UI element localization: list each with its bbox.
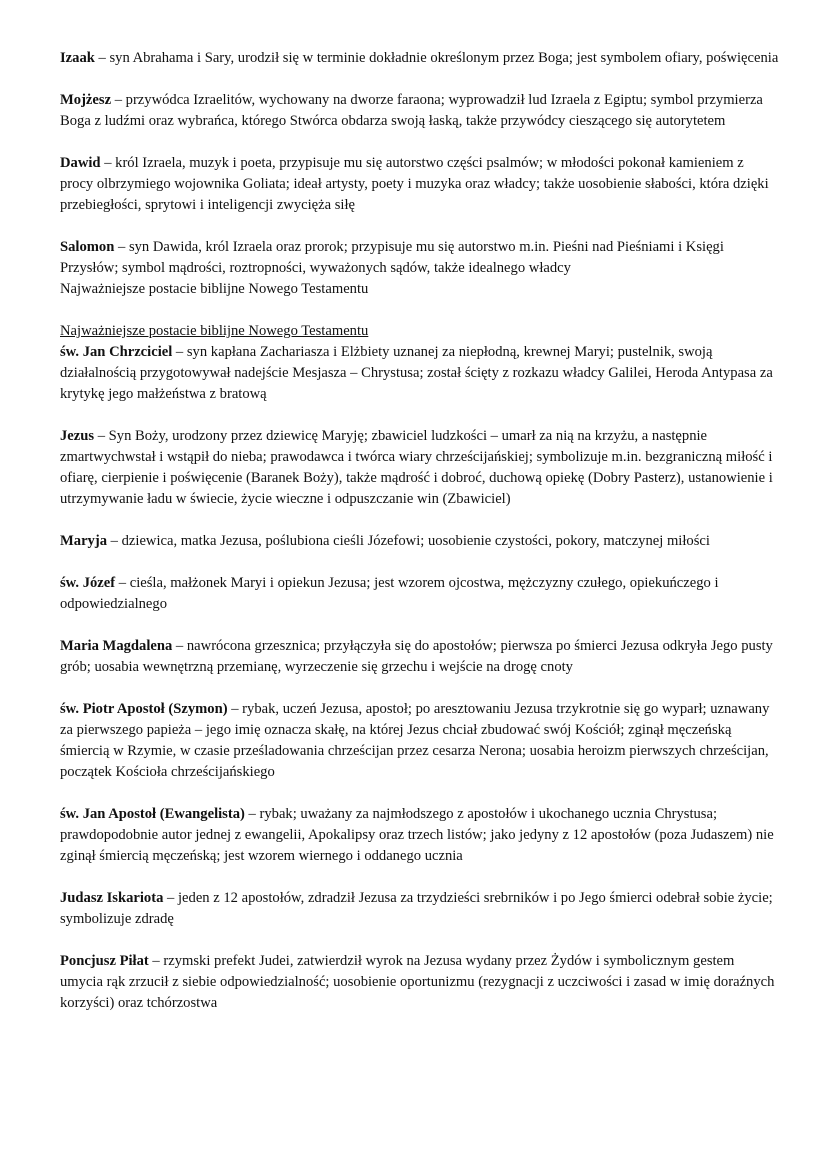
entry-judasz [60,888,780,930]
entry-name: św. Jan Chrzciciel [60,344,173,360]
entry-name: Dawid [60,155,101,171]
entry-description: – syn Abrahama i Sary, urodził się w terminie dokładnie określonym przez Boga; jest symbolem ofiary, poświęcenia [94,50,779,66]
entry-name: św. Józef [60,575,116,591]
entry-piotr-apostol [60,699,780,783]
entry-description: – Syn Boży, urodzony przez dziewicę Maryję; zbawiciel ludzkości – umarł za nią na krzyżu, a następnie zmartwychwstał i wstąpił do nieba; prawodawca i twórca wiary chrześcijańskiej; symbolizuje m.in. bezgraniczną miłość i ofiarę, cierpienie i poświęcenie (Baranek Boży), także mądrość i dobroć, duchową opiekę (Dobry Pasterz), ustanowienie i utrzymywanie ładu w świecie, życie wieczne i odpuszczanie win (Zbawiciel) [60,428,773,507]
entry-name: św. Piotr Apostoł (Szymon) [60,701,228,717]
document-page [60,48,780,1035]
section-heading-new-testament [60,321,780,342]
entry-description: – przywódca Izraelitów, wychowany na dworze faraona; wyprowadził lud Izraela z Egiptu; symbol przymierza Boga z ludźmi oraz wybrańca, którego Stwórca obdarza swoją łaską, także przywódcy cieszącego się autorytetem [60,92,763,129]
entry-description: – syn kapłana Zachariasza i Elżbiety uznanej za niepłodną, krewnej Maryi; pustelnik, swoją działalnością przygotowywał nadejście Mesjasza – Chrystusa; został ścięty z rozkazu władcy Galilei, Heroda Antypasa za krytykę jego małżeństwa z bratową [60,344,773,402]
entry-description: – król Izraela, muzyk i poeta, przypisuje mu się autorstwo części psalmów; w młodości pokonał kamieniem z procy olbrzymiego wojownika Goliata; ideał artysty, poety i muzyka oraz władcy; także uosobienie słabości, która dzięki przebiegłości, sprytowi i inteligencji zwycięża siłę [60,155,769,213]
entry-name: Jezus [60,428,95,444]
entry-izaak [60,48,780,69]
entry-name: Poncjusz Piłat [60,953,149,969]
entry-description: – syn Dawida, król Izraela oraz prorok; przypisuje mu się autorstwo m.in. Pieśni nad Pieśniami i Księgi Przysłów; symbol mądrości, roztropności, wyważonych sądów, także idealnego władcy [60,239,724,276]
entry-name: św. Jan Apostoł (Ewangelista) [60,806,245,822]
entry-name: Judasz Iskariota [60,890,164,906]
entry-jezus [60,426,780,510]
entry-description: – dziewica, matka Jezusa, poślubiona cieśli Józefowi; uosobienie czystości, pokory, matczynej miłości [107,533,710,549]
entry-jan-apostol [60,804,780,867]
entry-description: – rzymski prefekt Judei, zatwierdził wyrok na Jezusa wydany przez Żydów i symbolicznym gestem umycia rąk zrzucił z siebie odpowiedzialność; uosobienie oportunizmu (rezygnacji z uczciwości i zasad w imię doraźnych korzyści) oraz tchórzostwa [60,953,775,1011]
entry-name: Izaak [60,50,95,66]
trailing-heading-line: Najważniejsze postacie biblijne Nowego Testamentu [60,281,369,297]
entry-name: Mojżesz [60,92,112,108]
entry-jozef [60,573,780,615]
entry-maryja [60,531,780,552]
entry-description: – cieśla, małżonek Maryi i opiekun Jezusa; jest wzorem ojcostwa, mężczyzny czułego, opiekuńczego i odpowiedzialnego [60,575,719,612]
entry-name: Salomon [60,239,115,255]
entry-dawid [60,153,780,216]
entry-name: Maria Magdalena [60,638,173,654]
entry-salomon [60,237,780,300]
entry-pilat [60,951,780,1014]
entry-maria-magdalena [60,636,780,678]
section-heading-text: Najważniejsze postacie biblijne Nowego Testamentu [60,323,369,339]
entry-jan-chrzciciel [60,342,780,405]
entry-description: – jeden z 12 apostołów, zdradził Jezusa za trzydzieści srebrników i po Jego śmierci odebrał sobie życie; symbolizuje zdradę [60,890,773,927]
entry-name: Maryja [60,533,108,549]
entry-description: – nawrócona grzesznica; przyłączyła się do apostołów; pierwsza po śmierci Jezusa odkryła Jego pusty grób; uosabia wewnętrzną przemianę, wyrzeczenie się grzechu i wejście na drogę cnoty [60,638,773,675]
entry-mojzesz [60,90,780,132]
entry-description: – rybak, uczeń Jezusa, apostoł; po aresztowaniu Jezusa trzykrotnie się go wyparł; uznawany za pierwszego papieża – jego imię oznacza skałę, na której Jezus chciał zbudować swój Kościół; zginął męczeńską śmiercią w Rzymie, w czasie prześladowania chrześcijan przez cesarza Nerona; uosabia heroizm pierwszych chrześcijan, początek Kościoła chrześcijańskiego [60,701,770,780]
entry-description: – rybak; uważany za najmłodszego z apostołów i ukochanego ucznia Chrystusa; prawdopodobnie autor jednej z ewangelii, Apokalipsy oraz trzech listów; jako jedyny z 12 apostołów (poza Judaszem) nie zginął śmiercią męczeńską; jest wzorem wiernego i oddanego ucznia [60,806,774,864]
